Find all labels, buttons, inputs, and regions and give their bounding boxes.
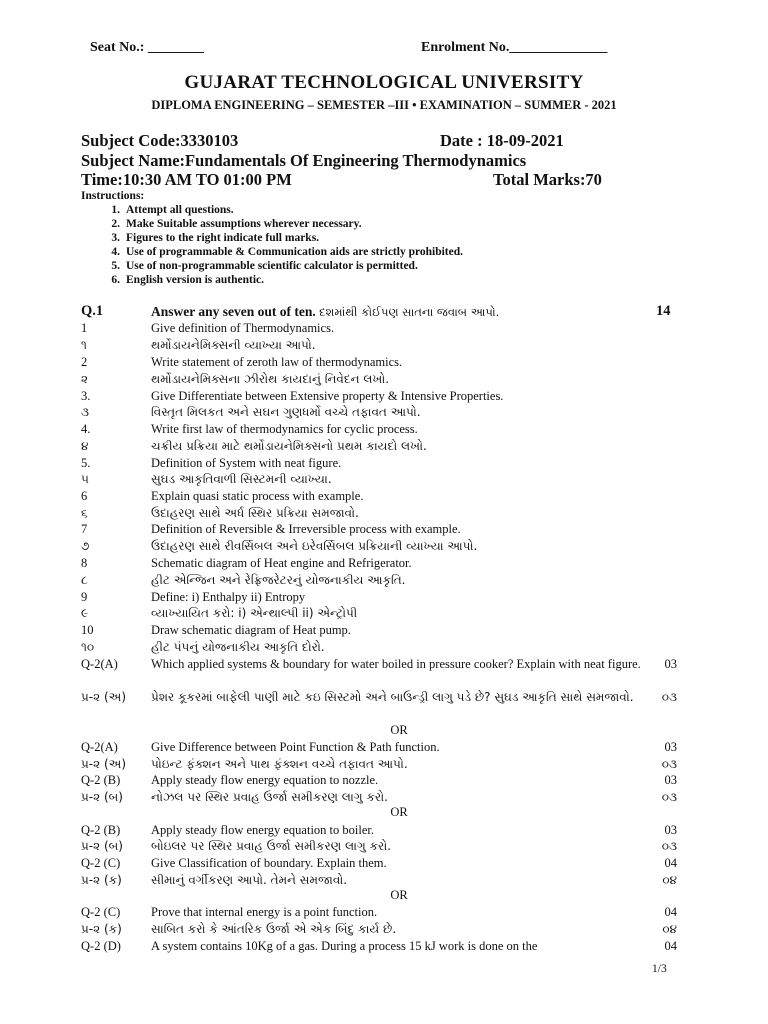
total-marks: Total Marks:70: [493, 170, 602, 189]
q2-row: Q-2(A) Which applied systems & boundary for water boiled in pressure cooker? Explain with neat figure. 03: [81, 657, 677, 671]
instructions-title: Instructions:: [81, 190, 145, 202]
q1-item-gu: ૩ વિસ્તૃત મિલકત અને સઘન ગુણધર્મો વચ્ચે તફાવત આપો.: [81, 405, 421, 419]
q1-item-en: 4. Write first law of thermodynamics for cyclic process.: [81, 422, 418, 436]
question-1-number: Q.1: [81, 303, 104, 319]
q2-row: Q-2 (D) A system contains 10Kg of a gas. During a process 15 kJ work is done on the 04: [81, 939, 677, 953]
question-1-title: Answer any seven out of ten. દશમાંથી કોઈપણ સાતના જવાબ આપો.: [151, 304, 500, 319]
q2-row: પ્ર-૨ (અ) પોઇન્ટ ફંક્શન અને પાથ ફંક્શન વચ્ચે તફાવત આપો. ૦૩: [81, 757, 677, 771]
q1-item-gu: ૯ વ્યાખ્યાયિત કરો: i) એન્થાલ્પી ii) એન્ટ્રોપી: [81, 606, 358, 620]
q2-row: પ્ર-૨ (અ) પ્રેશર કૂકરમાં બાફેલી પાણી માટે કઇ સિસ્ટમો અને બાઉન્ડ્રી લાગુ પડે છે? સુઘડ આકૃતિ સાથે સમજાવો. ૦૩: [81, 690, 677, 704]
subject-code: Subject Code:3330103: [81, 131, 239, 150]
q2-row: Q-2 (C) Give Classification of boundary. Explain them. 04: [81, 856, 677, 870]
q1-item-gu: ૭ ઉદાહરણ સાથે રીવર્સિબલ અને ઇરેવર્સિબલ પ્રક્રિયાની વ્યાખ્યા આપો.: [81, 539, 478, 553]
q1-item-en: 3. Give Differentiate between Extensive property & Intensive Properties.: [81, 389, 504, 403]
q1-item-gu: ૫ સુઘડ આકૃતિવાળી સિસ્ટમની વ્યાખ્યા.: [81, 472, 332, 486]
or-separator: OR: [390, 888, 408, 902]
exam-date: Date : 18-09-2021: [440, 131, 564, 150]
or-separator: OR: [390, 805, 408, 819]
q2-row: Q-2 (B) Apply steady flow energy equation to nozzle. 03: [81, 773, 677, 787]
university-title: GUJARAT TECHNOLOGICAL UNIVERSITY: [184, 72, 584, 93]
enrolment-number-label: Enrolment No.______________: [421, 40, 608, 55]
subject-name: Subject Name:Fundamentals Of Engineering Thermodynamics: [81, 151, 527, 170]
q1-item-en: 2 Write statement of zeroth law of thermodynamics.: [81, 355, 403, 369]
question-1-marks: 14: [656, 303, 671, 319]
q2-row: પ્ર-૨ (બ) નોઝલ પર સ્થિર પ્રવાહ ઉર્જા સમીકરણ લાગુ કરો. ૦૩: [81, 790, 677, 804]
q1-item-en: 1 Give definition of Thermodynamics.: [81, 321, 335, 335]
question-1-title-gujarati: દશમાંથી કોઈપણ સાતના જવાબ આપો.: [319, 305, 500, 319]
seat-number-label: Seat No.: ________: [90, 40, 204, 55]
q1-item-en: 7 Definition of Reversible & Irreversible process with example.: [81, 522, 461, 536]
q1-item-gu: ૧૦ હીટ પંપનું યોજનાકીય આકૃતિ દોરો.: [81, 640, 325, 654]
q1-item-en: 6 Explain quasi static process with example.: [81, 489, 364, 503]
or-separator: OR: [390, 723, 408, 737]
q1-item-gu: ૨ થર્મોડાયનેમિક્સના ઝીરોથ કાયદાનું નિવેદન લખો.: [81, 372, 390, 386]
q2-row: પ્ર-૨ (બ) બોઇલર પર સ્થિર પ્રવાહ ઉર્જા સમીકરણ લાગુ કરો. ૦૩: [81, 839, 677, 853]
q1-item-gu: ૬ ઉદાહરણ સાથે અર્ધ સ્થિર પ્રક્રિયા સમજાવો.: [81, 506, 359, 520]
exam-time: Time:10:30 AM TO 01:00 PM: [81, 170, 292, 189]
q1-item-gu: ૮ હીટ એન્જિન અને રેફ્રિજરેટરનું યોજનાકીય આકૃતિ.: [81, 573, 406, 587]
q1-item-en: 10 Draw schematic diagram of Heat pump.: [81, 623, 351, 637]
q2-row: Q-2 (B) Apply steady flow energy equation to boiler. 03: [81, 823, 677, 837]
q2-row: પ્ર-૨ (ક) સાબિત કરો કે આંતરિક ઉર્જા એ એક બિંદુ કાર્ય છે. ૦૪: [81, 922, 677, 936]
q2-row: પ્ર-૨ (ક) સીમાનું વર્ગીકરણ આપો. તેમને સમજાવો. ૦૪: [81, 873, 677, 887]
q1-item-gu: ૧ થર્મોડાયનેમિક્સની વ્યાખ્યા આપો.: [81, 338, 316, 352]
q1-item-en: 8 Schematic diagram of Heat engine and Refrigerator.: [81, 556, 412, 570]
q2-row: Q-2 (C) Prove that internal energy is a point function. 04: [81, 905, 677, 919]
page-number: 1/3: [652, 963, 667, 975]
q1-item-en: 9 Define: i) Enthalpy ii) Entropy: [81, 590, 306, 604]
q1-item-en: 5. Definition of System with neat figure.: [81, 456, 342, 470]
q1-item-gu: ૪ ચક્રીય પ્રક્રિયા માટે થર્મોડાયનેમિક્સનો પ્રથમ કાયદો લખો.: [81, 439, 427, 453]
exam-line: DIPLOMA ENGINEERING – SEMESTER –III • EXAMINATION – SUMMER - 2021: [151, 98, 617, 112]
q2-row: Q-2(A) Give Difference between Point Function & Path function. 03: [81, 740, 677, 754]
